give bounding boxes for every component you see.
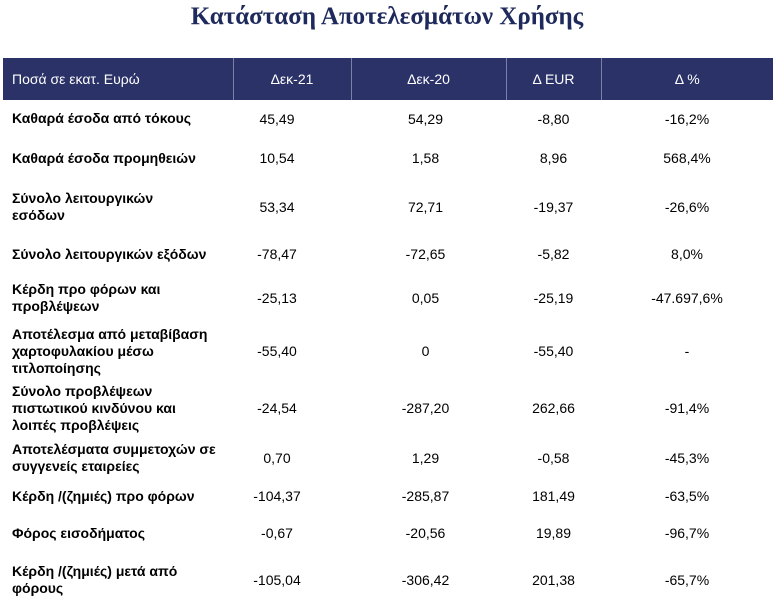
table-row (3, 179, 773, 234)
cell-delta-pct: -63,5% (664, 488, 710, 504)
cell-delta-pct: -16,2% (664, 110, 710, 127)
cell-delta-eur: 181,49 (532, 488, 575, 504)
cell-dec-20: -287,20 (401, 400, 450, 416)
cell-dec-21: -0,67 (261, 525, 293, 541)
cell-dec-21: -55,40 (257, 343, 297, 359)
cell-dec-21: -105,04 (253, 572, 301, 588)
cell-dec-21: 10,54 (259, 150, 295, 166)
page-title: Κατάσταση Αποτελεσμάτων Χρήσης (190, 3, 584, 30)
cell-delta-pct: 8,0% (671, 246, 703, 262)
income-statement-table (3, 58, 773, 606)
cell-delta-pct: -47.697,6% (651, 290, 723, 306)
cell-delta-pct: -91,4% (664, 400, 710, 416)
row-label: Καθαρά έσοδα προμηθειών (12, 149, 196, 166)
table-row (3, 274, 773, 322)
row-label: Σύνολο λειτουργικών εξόδων (12, 245, 207, 262)
cell-delta-pct: 568,4% (663, 150, 711, 166)
table-row (3, 512, 773, 554)
table-row (3, 554, 773, 606)
cell-delta-eur: 19,89 (535, 525, 572, 541)
cell-delta-pct: -45,3% (664, 450, 710, 466)
cell-delta-eur: 8,96 (539, 150, 568, 166)
table-row (3, 380, 773, 436)
cell-delta-pct: -65,7% (664, 572, 710, 588)
cell-delta-pct: -96,7% (664, 525, 710, 541)
cell-dec-21: 45,49 (259, 110, 295, 127)
header-dec-21: Δεκ-21 (233, 58, 351, 100)
cell-delta-eur: -19,37 (533, 198, 574, 215)
table-row (3, 322, 773, 380)
row-label: Σύνολο λειτουργικών εσόδων (12, 189, 154, 223)
cell-delta-eur: 262,66 (532, 400, 575, 416)
table-header-row (3, 58, 773, 100)
cell-dec-20: 1,58 (411, 150, 440, 166)
row-label: Κέρδη προ φόρων και προβλέψεων (12, 281, 161, 314)
cell-delta-pct: - (684, 343, 690, 359)
cell-dec-21: -25,13 (257, 290, 297, 306)
header-amounts-unit: Ποσά σε εκατ. Ευρώ (3, 58, 233, 100)
cell-delta-eur: 201,38 (532, 572, 575, 588)
table-row (3, 480, 773, 512)
row-label: Φόρος εισοδήματος (12, 524, 145, 541)
table-row (3, 137, 773, 179)
row-label: Αποτελέσματα συμμετοχών σε συγγενείς εταιρείες (12, 441, 216, 474)
header-dec-20: Δεκ-20 (351, 58, 506, 100)
cell-dec-21: -78,47 (257, 246, 297, 262)
cell-dec-20: -72,65 (405, 246, 446, 262)
row-label: Κέρδη /(ζημιές) προ φόρων (12, 487, 195, 504)
income-statement-table-container (3, 58, 773, 606)
cell-dec-20: 0 (421, 343, 430, 359)
cell-dec-20: 72,71 (407, 198, 444, 215)
cell-delta-pct: -26,6% (664, 198, 710, 215)
cell-dec-20: -285,87 (401, 488, 450, 504)
cell-delta-eur: -25,19 (533, 290, 574, 306)
header-delta-pct: Δ % (601, 58, 773, 100)
header-delta-eur: Δ EUR (506, 58, 601, 100)
cell-delta-eur: -8,80 (537, 110, 570, 127)
cell-dec-21: 0,70 (263, 450, 291, 466)
cell-dec-21: -104,37 (253, 488, 301, 504)
cell-dec-21: -24,54 (257, 400, 297, 416)
cell-dec-20: -306,42 (401, 572, 450, 588)
cell-dec-21: 53,34 (259, 198, 295, 215)
row-label: Αποτέλεσμα από μεταβίβαση χαρτοφυλακίου μέσω τιτλοποίησης (12, 325, 208, 376)
cell-dec-20: 0,05 (411, 290, 440, 306)
table-row (3, 436, 773, 480)
row-label: Καθαρά έσοδα από τόκους (12, 110, 192, 126)
cell-delta-eur: -55,40 (533, 343, 574, 359)
table-row (3, 234, 773, 274)
cell-delta-eur: -5,82 (537, 246, 570, 262)
cell-dec-20: -20,56 (405, 525, 446, 541)
row-label: Σύνολο προβλέψεων πιστωτικού κινδύνου και λοιπές προβλέψεις (12, 382, 176, 433)
cell-dec-20: 1,29 (411, 450, 440, 466)
row-label: Κέρδη /(ζημιές) μετά από φόρους (12, 563, 178, 596)
table-row (3, 100, 773, 137)
cell-delta-eur: -0,58 (537, 450, 570, 466)
cell-dec-20: 54,29 (407, 110, 444, 127)
